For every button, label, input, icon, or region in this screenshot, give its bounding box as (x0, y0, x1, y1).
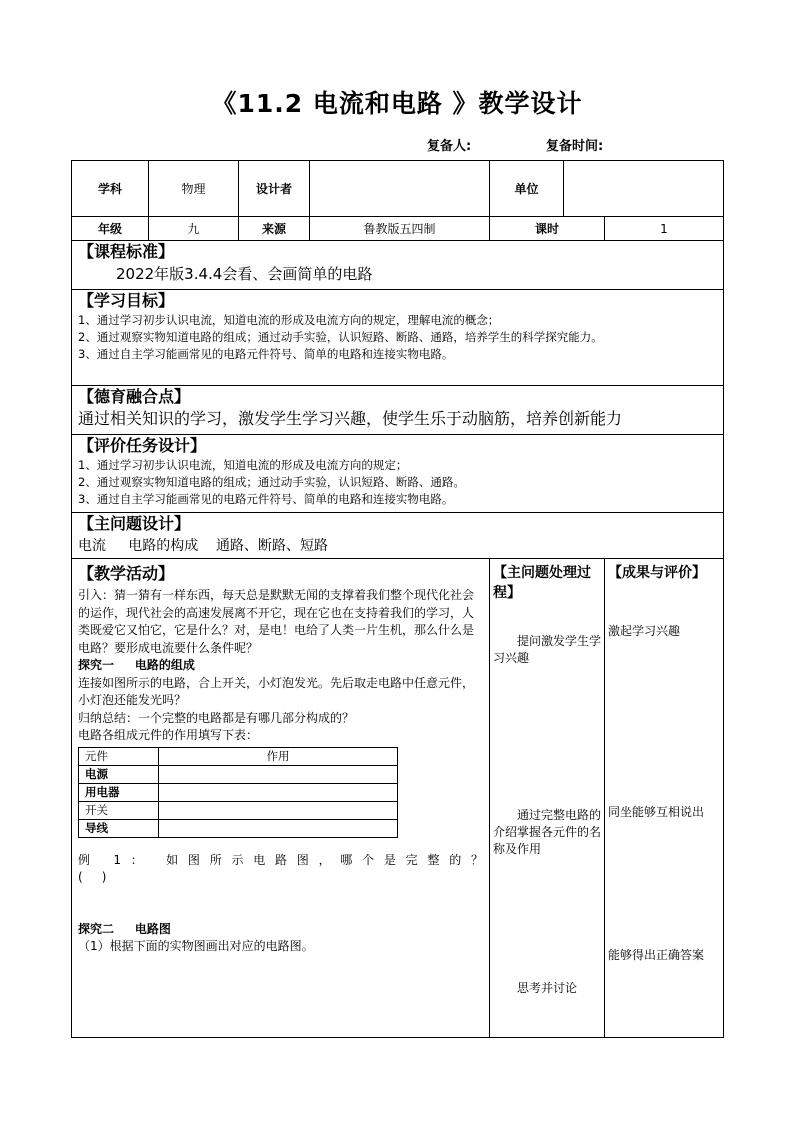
objectives-heading: 【学习目标】 (78, 291, 175, 310)
process-item: 提问激发学生学习兴趣 (493, 634, 602, 665)
evaluation-section (72, 435, 724, 513)
explore1-text: 连接如图所示的电路，合上开关，小灯泡发光。先后取走电路中任意元件，小灯泡还能发光吗？ (78, 675, 475, 707)
lesson-plan-table (71, 160, 724, 1038)
evaluation-item: 3、通过自主学习能画常见的电路元件符号、简单的电路和连接实物电路。 (78, 492, 454, 506)
example1-text: 例 1： 如图所示电路图，哪个是完整的？ (78, 852, 483, 867)
evaluation-heading: 【评价任务设计】 (78, 436, 207, 455)
result-item: 能够得出正确答案 (608, 948, 705, 962)
table-row-label: 开关 (79, 801, 159, 819)
period-value: 1 (605, 217, 724, 241)
moral-text: 通过相关知识的学习，激发学生学习兴趣，使学生乐于动脑筋，培养创新能力 (78, 409, 623, 428)
designer-label: 设计者 (239, 161, 310, 217)
table-cell-blank[interactable] (159, 783, 398, 801)
evaluation-item: 1、通过学习初步认识电流，知道电流的形成及电流方向的规定； (78, 458, 408, 472)
table-intro: 电路各组成元件的作用填写下表： (78, 728, 259, 742)
prep-time-label: 复备时间: (546, 139, 604, 154)
components-table (78, 747, 398, 838)
objective-item: 2、通过观察实物知道电路的组成；通过动手实验，认识短路、断路、通路，培养学生的科学探究能力。 (78, 330, 603, 344)
results-heading: 【成果与评价】 (608, 565, 706, 581)
curriculum-text: 2022年版3.4.4会看、会画简单的电路 (116, 265, 373, 283)
process-item: 思考并讨论 (517, 981, 578, 995)
activities-heading: 【教学活动】 (78, 564, 175, 583)
intro-text: 引入：猜一猜有一样东西，每天总是默默无闻的支撑着我们整个现代化社会的运作，现代社会的高速发展离不开它，现在它也在支持着我们的学习，人类既爱它又怕它，它是什么？对，是电！电给了人类一片生机，那么什么是电路？要形成电流要什么条件呢？ (78, 588, 475, 655)
example1-blank[interactable]: ( ) (78, 870, 107, 884)
result-item: 激起学习兴趣 (608, 624, 681, 638)
explore1-title: 探究一 电路的组成 (78, 658, 195, 672)
subject-label: 学科 (72, 161, 149, 217)
curriculum-section (72, 241, 724, 290)
unit-value (564, 161, 724, 217)
objective-item: 3、通过自主学习能画常见的电路元件符号、简单的电路和连接实物电路。 (78, 347, 454, 361)
main-question-text: 电流 电路的构成 通路、断路、短路 (78, 538, 329, 554)
process-item: 通过完整电路的介绍掌握各元件的名称及作用 (493, 808, 602, 856)
table-cell-blank[interactable] (159, 765, 398, 783)
results-column (605, 559, 724, 1038)
summary-text: 归纳总结：一个完整的电路都是有哪几部分构成的？ (78, 710, 355, 725)
objectives-section (72, 290, 724, 386)
grade-label: 年级 (72, 217, 149, 241)
explore2-title: 探究二 电路图 (78, 921, 171, 936)
table-row-label: 用电器 (79, 783, 159, 801)
table-cell-blank[interactable] (159, 801, 398, 819)
table-cell-blank[interactable] (159, 819, 398, 837)
table-row-label: 导线 (79, 819, 159, 837)
moral-section (72, 386, 724, 435)
preparer-label: 复备人: (427, 139, 472, 154)
period-label: 课时 (490, 217, 605, 241)
table-header-function: 作用 (159, 747, 398, 765)
result-item: 同坐能够互相说出 (608, 805, 705, 819)
teaching-activities (72, 559, 490, 1038)
source-label: 来源 (239, 217, 310, 241)
grade-value: 九 (149, 217, 239, 241)
table-header-component: 元件 (79, 747, 159, 765)
objective-item: 1、通过学习初步认识电流，知道电流的形成及电流方向的规定，理解电流的概念； (78, 313, 500, 327)
process-heading: 【主问题处理过程】 (493, 565, 591, 601)
main-question-heading: 【主问题设计】 (78, 514, 191, 533)
process-column (490, 559, 605, 1038)
evaluation-item: 2、通过观察实物知道电路的组成；通过动手实验，认识短路、断路、通路。 (78, 475, 465, 489)
source-value: 鲁教版五四制 (310, 217, 490, 241)
document-title: 《11.2 电流和电路 》教学设计 (211, 89, 583, 118)
explore2-text: （1）根据下面的实物图画出对应的电路图。 (78, 939, 314, 953)
unit-label: 单位 (490, 161, 564, 217)
designer-value (310, 161, 490, 217)
curriculum-heading: 【课程标准】 (78, 242, 175, 261)
subject-value: 物理 (149, 161, 239, 217)
main-question-section (72, 513, 724, 559)
moral-heading: 【德育融合点】 (78, 387, 191, 406)
table-row-label: 电源 (79, 765, 159, 783)
